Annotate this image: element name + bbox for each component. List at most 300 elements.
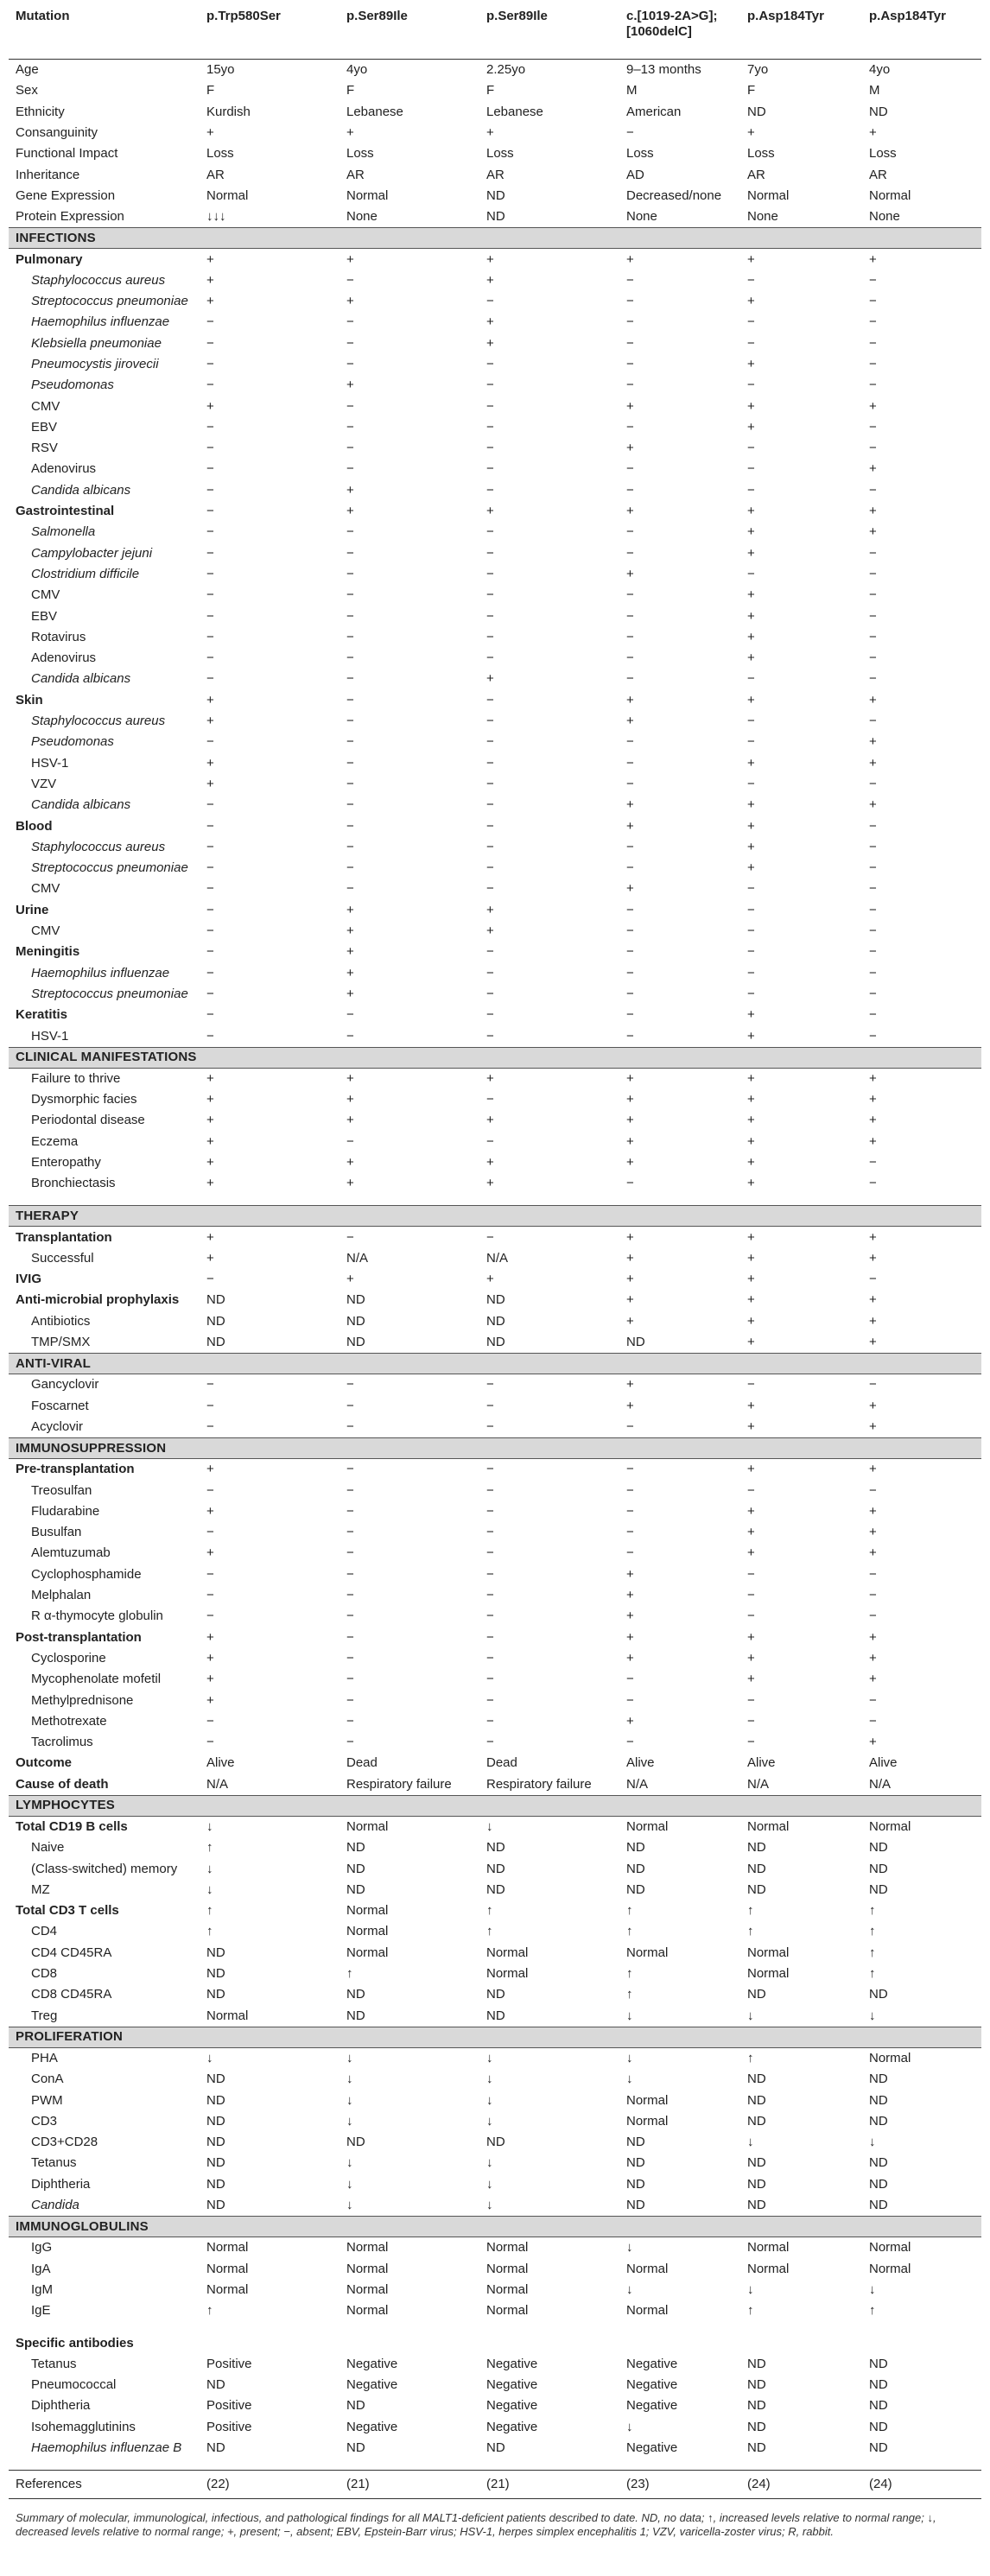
table-cell: +: [747, 1672, 755, 1687]
row-label: Foscarnet: [31, 1398, 89, 1413]
table-cell: +: [869, 755, 877, 771]
table-row: [9, 143, 981, 164]
table-cell: −: [626, 378, 634, 393]
table-cell: [200, 2332, 340, 2353]
table-cell: ↓: [346, 2176, 353, 2192]
table-cell: ↑: [869, 2303, 876, 2319]
table-cell: +: [626, 1250, 634, 1266]
table-row: [9, 1480, 981, 1501]
table-cell: AR: [346, 167, 365, 182]
table-cell: ND: [747, 2440, 766, 2456]
table-cell: +: [626, 398, 634, 414]
table-cell: −: [747, 1713, 755, 1729]
table-cell: +: [346, 251, 354, 267]
row-label: Klebsiella pneumoniae: [31, 335, 162, 351]
table-row: [9, 2153, 981, 2173]
row-label: Methylprednisone: [31, 1692, 134, 1708]
table-header: [9, 7, 981, 60]
table-cell: −: [346, 1629, 354, 1645]
table-cell: +: [206, 1692, 214, 1708]
table-cell: None: [346, 209, 378, 225]
table-cell: Normal: [486, 2261, 529, 2276]
table-cell: Alive: [206, 1755, 235, 1771]
table-cell: ND: [346, 1335, 365, 1350]
table-cell: +: [869, 1133, 877, 1149]
table-cell: −: [346, 860, 354, 876]
row-label: Specific antibodies: [16, 2335, 134, 2351]
table-row: [9, 962, 981, 983]
table-cell: −: [206, 629, 214, 644]
table-cell: −: [869, 1154, 877, 1170]
table-cell: ↓: [486, 2050, 493, 2065]
table-cell: +: [206, 692, 214, 707]
table-row: [9, 312, 981, 333]
table-cell: Normal: [626, 1945, 669, 1960]
table-cell: +: [486, 1070, 494, 1086]
table-cell: Negative: [346, 2356, 398, 2371]
table-row: [9, 80, 981, 101]
table-cell: Negative: [486, 2419, 538, 2434]
table-cell: +: [869, 1313, 877, 1329]
section-header: [9, 2027, 981, 2047]
table-row: [9, 270, 981, 291]
table-cell: −: [869, 1692, 877, 1708]
table-cell: −: [626, 671, 634, 687]
table-cell: +: [626, 1113, 634, 1128]
column-header-patient: p.Ser89Ile: [479, 7, 619, 60]
row-label: CD8: [31, 1966, 58, 1982]
table-cell: Normal: [346, 2240, 389, 2256]
table-row: [9, 60, 981, 81]
table-cell: ↓: [869, 2281, 876, 2297]
table-cell: +: [626, 1608, 634, 1624]
table-cell: −: [206, 1418, 214, 1434]
table-cell: −: [486, 1588, 494, 1603]
table-cell: ND: [626, 1881, 645, 1897]
table-row: [9, 522, 981, 542]
table-cell: +: [626, 1588, 634, 1603]
table-cell: Negative: [346, 2377, 398, 2393]
table-cell: ND: [486, 1335, 505, 1350]
table-cell: −: [486, 839, 494, 854]
table-cell: +: [486, 1176, 494, 1191]
row-label: Meningitis: [16, 944, 80, 960]
table-cell: Negative: [626, 2377, 678, 2393]
table-cell: +: [346, 902, 354, 917]
table-cell: −: [626, 125, 634, 141]
table-cell: +: [486, 251, 494, 267]
table-cell: −: [486, 714, 494, 729]
table-cell: ND: [747, 2176, 766, 2192]
table-cell: −: [626, 608, 634, 624]
table-cell: Alive: [747, 1755, 776, 1771]
row-label: Mycophenolate mofetil: [31, 1672, 162, 1687]
table-cell: −: [747, 714, 755, 729]
table-cell: −: [206, 587, 214, 603]
table-cell: ND: [206, 2176, 225, 2192]
row-label: Periodontal disease: [31, 1113, 145, 1128]
table-row: [9, 921, 981, 942]
table-cell: ND: [869, 2356, 888, 2371]
table-cell: −: [747, 335, 755, 351]
table-cell: −: [486, 944, 494, 960]
table-cell: +: [626, 1229, 634, 1245]
table-cell: −: [486, 1692, 494, 1708]
table-cell: −: [486, 294, 494, 309]
table-cell: −: [486, 441, 494, 456]
table-cell: −: [486, 566, 494, 581]
table-cell: Normal: [747, 1819, 790, 1834]
table-row: [9, 396, 981, 416]
table-cell: ↓: [626, 2281, 633, 2297]
table-cell: −: [486, 1133, 494, 1149]
table-cell: ↓: [486, 2092, 493, 2108]
table-cell: −: [206, 923, 214, 939]
table-cell: ND: [869, 1881, 888, 1897]
table-cell: +: [206, 1176, 214, 1191]
table-cell: +: [869, 1092, 877, 1107]
table-cell: −: [346, 545, 354, 561]
section-header: [9, 2217, 981, 2237]
table-cell: ND: [206, 2092, 225, 2108]
table-cell: −: [626, 839, 634, 854]
column-header-mutation: Mutation: [9, 7, 200, 60]
table-row: [9, 1627, 981, 1647]
table-cell: Normal: [626, 1819, 669, 1834]
table-cell: ND: [346, 2008, 365, 2023]
table-cell: ↓: [747, 2281, 754, 2297]
table-cell: −: [869, 839, 877, 854]
row-label: Bronchiectasis: [31, 1176, 116, 1191]
row-label: Diphtheria: [31, 2176, 91, 2192]
table-cell: +: [346, 923, 354, 939]
table-cell: ↓: [346, 2113, 353, 2129]
row-label: HSV-1: [31, 1028, 69, 1044]
row-label: Age: [9, 60, 200, 81]
table-cell: AR: [869, 167, 887, 182]
row-label: Pseudomonas: [31, 734, 114, 750]
table-cell: +: [747, 608, 755, 624]
row-label: Staphylococcus aureus: [31, 714, 166, 729]
row-label: Transplantation: [16, 1229, 112, 1245]
table-cell: +: [626, 441, 634, 456]
table-cell: ↓: [346, 2050, 353, 2065]
table-cell: Dead: [486, 1755, 517, 1771]
table-cell: +: [747, 1503, 755, 1519]
table-cell: ND: [346, 1881, 365, 1897]
table-cell: −: [747, 965, 755, 980]
table-cell: −: [869, 1713, 877, 1729]
row-label: CMV: [31, 398, 60, 414]
table-cell: −: [346, 272, 354, 288]
table-cell: (23): [619, 2471, 740, 2499]
row-label: Gancyclovir: [31, 1377, 99, 1393]
table-cell: −: [346, 1028, 354, 1044]
row-label: Treosulfan: [31, 1482, 92, 1498]
table-cell: +: [747, 1250, 755, 1266]
table-cell: −: [206, 1007, 214, 1023]
table-cell: +: [486, 1154, 494, 1170]
table-cell: Positive: [206, 2356, 252, 2371]
table-row: [9, 627, 981, 648]
table-cell: None: [869, 209, 900, 225]
table-cell: Normal: [346, 1924, 389, 1939]
row-spacer: [9, 2321, 981, 2332]
table-cell: +: [747, 1154, 755, 1170]
table-cell: −: [486, 1503, 494, 1519]
table-cell: ND: [747, 2072, 766, 2087]
table-cell: American: [626, 104, 682, 119]
row-spacer: [9, 2459, 981, 2471]
table-cell: Normal: [206, 187, 249, 203]
table-row: [9, 1564, 981, 1585]
row-label: HSV-1: [31, 755, 69, 771]
table-cell: +: [747, 587, 755, 603]
table-row: [9, 291, 981, 312]
row-label: Inheritance: [16, 167, 80, 182]
table-cell: −: [346, 1007, 354, 1023]
table-cell: −: [626, 1007, 634, 1023]
table-cell: ND: [206, 2072, 225, 2087]
row-label: Sex: [16, 83, 38, 98]
table-cell: +: [747, 1462, 755, 1477]
table-cell: ↑: [486, 1924, 493, 1939]
table-cell: −: [869, 419, 877, 435]
table-cell: ↓: [626, 2240, 633, 2256]
row-label: Salmonella: [31, 524, 96, 540]
table-row: [9, 1068, 981, 1089]
table-cell: −: [486, 608, 494, 624]
row-label: Antibiotics: [31, 1313, 91, 1329]
table-cell: Normal: [206, 2261, 249, 2276]
table-cell: −: [206, 818, 214, 834]
table-cell: ND: [486, 2008, 505, 2023]
table-cell: Normal: [486, 2281, 529, 2297]
table-cell: −: [486, 398, 494, 414]
table-cell: +: [626, 714, 634, 729]
table-cell: +: [869, 524, 877, 540]
table-cell: AD: [626, 167, 644, 182]
table-cell: +: [747, 125, 755, 141]
table-cell: ND: [486, 1313, 505, 1329]
table-cell: ND: [869, 2176, 888, 2192]
table-row: [9, 1816, 981, 1837]
table-row: [9, 1005, 981, 1025]
table-cell: +: [206, 714, 214, 729]
table-cell: ND: [869, 2092, 888, 2108]
table-cell: ↑: [747, 2303, 754, 2319]
table-cell: +: [206, 1250, 214, 1266]
spacer-cell: [9, 2321, 981, 2332]
table-cell: +: [346, 1092, 354, 1107]
table-cell: −: [626, 314, 634, 330]
table-cell: Normal: [747, 2261, 790, 2276]
table-cell: +: [747, 524, 755, 540]
table-cell: −: [346, 1735, 354, 1750]
table-cell: ND: [346, 1313, 365, 1329]
table-cell: −: [346, 1229, 354, 1245]
table-cell: −: [346, 566, 354, 581]
table-row: [9, 102, 981, 123]
table-cell: +: [869, 1629, 877, 1645]
table-cell: (24): [740, 2471, 862, 2499]
table-cell: −: [206, 902, 214, 917]
table-cell: AR: [747, 167, 765, 182]
table-cell: ND: [747, 2356, 766, 2371]
table-cell: −: [206, 986, 214, 1001]
table-cell: Negative: [346, 2419, 398, 2434]
table-cell: −: [486, 1629, 494, 1645]
table-cell: ND: [486, 2440, 505, 2456]
table-cell: −: [869, 776, 877, 791]
table-cell: +: [486, 923, 494, 939]
table-cell: −: [626, 545, 634, 561]
table-cell: −: [486, 1377, 494, 1393]
table-cell: −: [486, 1525, 494, 1540]
table-cell: ND: [747, 2092, 766, 2108]
table-cell: −: [626, 1545, 634, 1561]
table-cell: −: [626, 357, 634, 371]
row-label: IVIG: [16, 1272, 42, 1287]
row-label: Haemophilus influenzae: [31, 314, 170, 330]
table-cell: −: [206, 335, 214, 351]
table-cell: +: [206, 1092, 214, 1107]
table-cell: ND: [486, 187, 505, 203]
row-label: TMP/SMX: [31, 1335, 91, 1350]
table-cell: −: [206, 441, 214, 456]
table-cell: −: [747, 461, 755, 477]
table-cell: ↑: [626, 1903, 633, 1919]
table-cell: ND: [206, 2377, 225, 2393]
table-cell: N/A: [346, 1250, 369, 1266]
table-cell: −: [747, 314, 755, 330]
table-cell: +: [206, 1462, 214, 1477]
table-cell: −: [626, 1503, 634, 1519]
row-label: IgA: [31, 2261, 51, 2276]
table-cell: Respiratory failure: [486, 1776, 592, 1792]
table-cell: +: [747, 818, 755, 834]
table-row: [9, 1089, 981, 1110]
table-cell: ND: [486, 1861, 505, 1876]
table-row: [9, 1227, 981, 1248]
table-cell: −: [206, 860, 214, 876]
table-cell: −: [747, 1566, 755, 1582]
table-cell: ND: [206, 2440, 225, 2456]
table-cell: −: [486, 587, 494, 603]
table-cell: −: [626, 524, 634, 540]
table-cell: ND: [206, 2198, 225, 2213]
table-cell: +: [486, 272, 494, 288]
row-label: Tetanus: [31, 2356, 77, 2371]
table-cell: ↓: [346, 2092, 353, 2108]
table-cell: +: [869, 1292, 877, 1308]
table-row: [9, 417, 981, 438]
row-label: Staphylococcus aureus: [31, 839, 166, 854]
table-cell: +: [346, 986, 354, 1001]
table-row: [9, 2259, 981, 2280]
table-cell: ND: [747, 2198, 766, 2213]
table-cell: +: [206, 1229, 214, 1245]
table-cell: +: [869, 504, 877, 519]
table-cell: Alive: [869, 1755, 898, 1771]
row-label: Ethnicity: [16, 104, 65, 119]
row-label: Urine: [16, 902, 49, 917]
row-label: Melphalan: [31, 1588, 92, 1603]
table-cell: +: [626, 1398, 634, 1413]
table-cell: ND: [346, 1987, 365, 2002]
table-cell: +: [346, 125, 354, 141]
table-cell: +: [747, 1176, 755, 1191]
row-label: Total CD19 B cells: [16, 1819, 128, 1834]
table-row: [9, 2332, 981, 2353]
row-label: CD3: [31, 2113, 58, 2129]
table-row: [9, 354, 981, 375]
table-cell: ND: [206, 2155, 225, 2171]
table-cell: −: [206, 671, 214, 687]
table-cell: −: [206, 734, 214, 750]
table-cell: −: [869, 965, 877, 980]
table-cell: −: [626, 1735, 634, 1750]
table-cell: Normal: [346, 2281, 389, 2297]
table-cell: −: [869, 1176, 877, 1191]
row-label: Successful: [31, 1250, 94, 1266]
table-cell: −: [486, 1566, 494, 1582]
table-cell: −: [626, 482, 634, 498]
table-row: [9, 1648, 981, 1669]
table-cell: ND: [747, 1861, 766, 1876]
row-label: Dysmorphic facies: [31, 1092, 137, 1107]
table-cell: ND: [346, 2398, 365, 2414]
row-label: Streptococcus pneumoniae: [31, 294, 188, 309]
row-label: MZ: [31, 1881, 50, 1897]
table-cell: −: [206, 1377, 214, 1393]
column-header-patient: p.Asp184Tyr: [862, 7, 981, 60]
table-cell: Normal: [626, 2261, 669, 2276]
table-cell: +: [206, 1545, 214, 1561]
table-row: [9, 1606, 981, 1627]
table-cell: Normal: [486, 1945, 529, 1960]
table-cell: Normal: [626, 2303, 669, 2319]
table-cell: −: [206, 839, 214, 854]
table-cell: ↑: [206, 1924, 213, 1939]
table-cell: ↑: [869, 1945, 876, 1960]
row-label: Methotrexate: [31, 1713, 107, 1729]
table-cell: −: [486, 650, 494, 666]
section-title: LYMPHOCYTES: [9, 1795, 981, 1816]
table-cell: 4yo: [340, 60, 479, 81]
table-cell: −: [626, 1692, 634, 1708]
table-cell: ↓: [206, 1819, 213, 1834]
row-label: Enteropathy: [31, 1154, 101, 1170]
table-footnote: Summary of molecular, immunological, infectious, and pathological findings for all MALT1-deficient patients described to date. ND, no data; ↑, increased levels relative to normal range; ↓, decreased levels relative to normal range; +, present; −, absent; EBV, Epstein-Barr virus; HSV-1, herpes simplex encephalitis 1; VZV, varicella-zoster virus; R, rabbit.: [16, 2511, 936, 2539]
table-cell: +: [486, 314, 494, 330]
table-row: [9, 1543, 981, 1564]
table-cell: −: [486, 1007, 494, 1023]
table-cell: Normal: [626, 2113, 669, 2129]
table-cell: +: [346, 1272, 354, 1287]
table-cell: −: [869, 566, 877, 581]
table-cell: −: [206, 566, 214, 581]
table-cell: −: [626, 1672, 634, 1687]
table-cell: Alive: [626, 1755, 655, 1771]
table-cell: AR: [206, 167, 225, 182]
table-cell: −: [206, 357, 214, 371]
table-cell: −: [206, 419, 214, 435]
table-cell: −: [869, 314, 877, 330]
table-cell: ND: [869, 1987, 888, 2002]
table-cell: −: [869, 1007, 877, 1023]
table-row: [9, 795, 981, 815]
